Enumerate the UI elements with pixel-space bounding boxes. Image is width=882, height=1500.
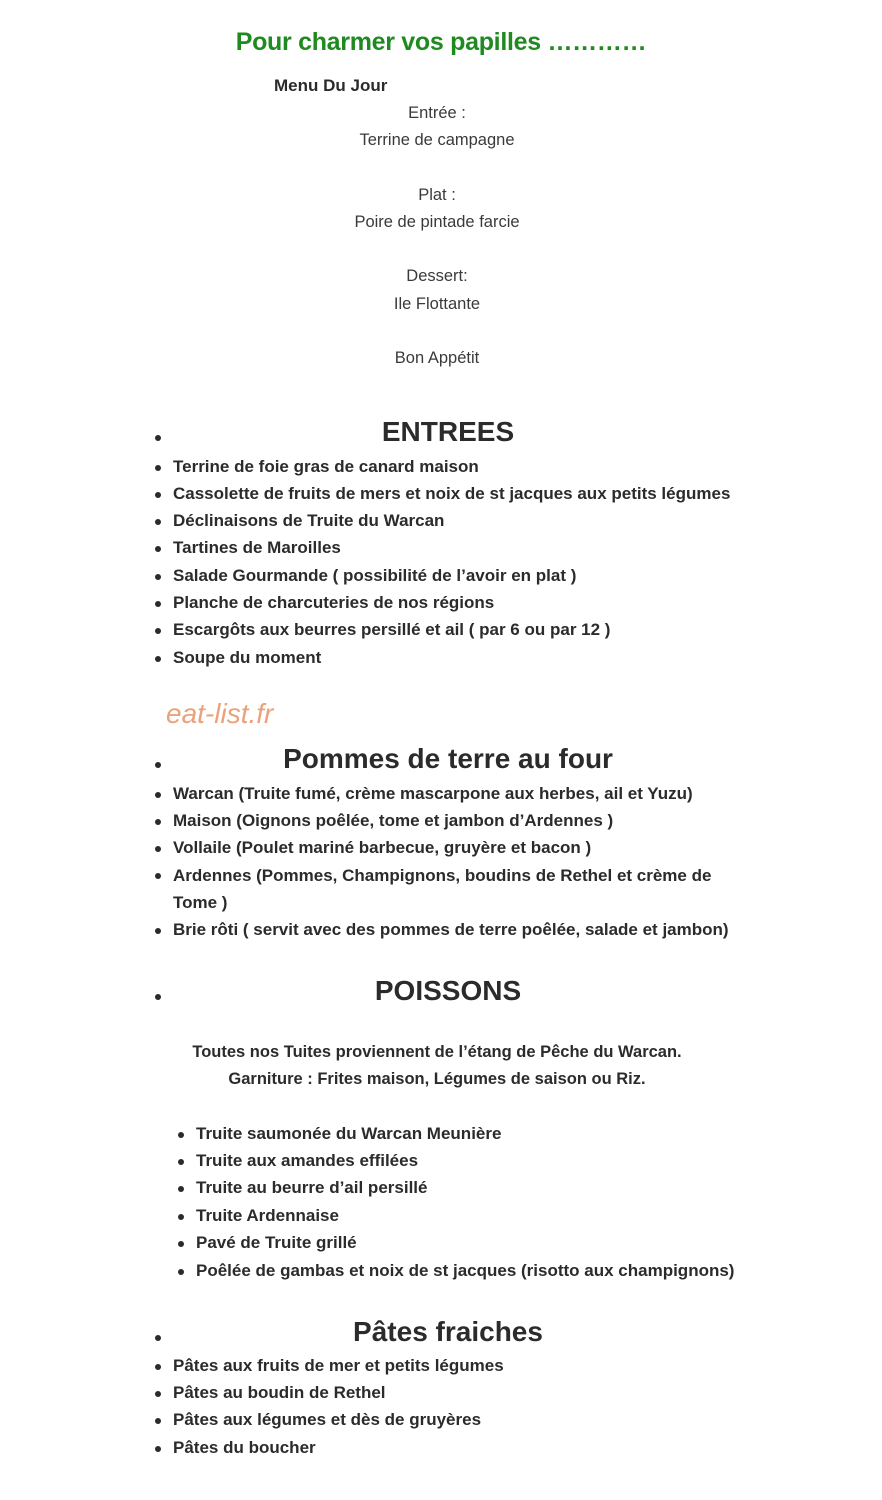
poissons-note-garniture: Garniture : Frites maison, Légumes de saison ou Riz. [228,1070,646,1088]
list-bullet [155,1446,161,1452]
list-bullet [155,519,161,525]
list-bullet [155,546,161,552]
list-bullet [155,873,161,879]
poissons-item: Truite aux amandes effilées [196,1151,419,1170]
pates-item: Pâtes du boucher [173,1438,316,1457]
list-bullet [155,846,161,852]
entree-label: Entrée : [408,104,466,122]
watermark-text: eat-list.fr [166,698,274,729]
poissons-item: Truite au beurre d’ail persillé [196,1178,428,1197]
entrees-item: Tartines de Maroilles [173,538,341,557]
entrees-item: Soupe du moment [173,648,322,667]
pommes-item: Ardennes (Pommes, Champignons, boudins de Rethel et crème de Tome ) [173,866,712,912]
list-bullet [178,1269,184,1275]
pommes-item: Brie rôti ( servit avec des pommes de terre poêlée, salade et jambon) [173,920,729,939]
entrees-item: Escargôts aux beurres persillé et ail ( par 6 ou par 12 ) [173,620,611,639]
list-bullet [155,601,161,607]
poissons-note-origin: Toutes nos Tuites proviennent de l’étang de Pêche du Warcan. [192,1043,682,1061]
menu-du-jour-label: Menu Du Jour [274,76,388,95]
plat-label: Plat : [418,186,456,204]
poissons-item: Poêlée de gambas et noix de st jacques (risotto aux champignons) [196,1261,735,1280]
plat-value: Poire de pintade farcie [354,213,520,231]
dessert-value: Ile Flottante [393,295,481,313]
list-bullet [155,819,161,825]
list-bullet [178,1241,184,1247]
bon-appetit-text: Bon Appétit [394,349,480,367]
entrees-heading: ENTREES [381,416,515,447]
pommes-item: Vollaile (Poulet mariné barbecue, gruyère et bacon ) [173,838,592,857]
entrees-item: Cassolette de fruits de mers et noix de st jacques aux petits légumes [173,484,731,503]
poissons-item: Pavé de Truite grillé [196,1233,357,1252]
poissons-item: Truite Ardennaise [196,1206,339,1225]
entree-value: Terrine de campagne [359,131,515,149]
page-title: Pour charmer vos papilles ………… [235,28,647,56]
list-bullet [155,492,161,498]
list-bullet [155,574,161,580]
list-bullet [155,792,161,798]
list-bullet [155,628,161,634]
pommes-item: Warcan (Truite fumé, crème mascarpone aux herbes, ail et Yuzu) [173,784,693,803]
list-bullet [155,1391,161,1397]
pates-item: Pâtes au boudin de Rethel [173,1383,386,1402]
list-bullet [155,1418,161,1424]
entrees-item: Salade Gourmande ( possibilité de l’avoir en plat ) [173,566,577,585]
list-bullet [178,1159,184,1165]
pates-item: Pâtes aux fruits de mer et petits légumes [173,1356,504,1375]
poissons-item: Truite saumonée du Warcan Meunière [196,1124,502,1143]
pommes-item: Maison (Oignons poêlée, tome et jambon d’Ardennes ) [173,811,614,830]
pommes-heading: Pommes de terre au four [283,743,613,774]
poissons-heading: POISSONS [374,975,522,1006]
list-bullet [178,1214,184,1220]
list-bullet [178,1132,184,1138]
list-bullet [155,465,161,471]
list-bullet [155,1364,161,1370]
list-bullet [155,656,161,662]
dessert-label: Dessert: [406,267,468,285]
entrees-item: Terrine de foie gras de canard maison [173,457,479,476]
pates-item: Pâtes aux légumes et dès de gruyères [173,1410,482,1429]
entrees-item: Déclinaisons de Truite du Warcan [173,511,445,530]
entrees-item: Planche de charcuteries de nos régions [173,593,495,612]
pates-heading: Pâtes fraiches [353,1316,543,1347]
list-bullet [155,928,161,934]
list-bullet [178,1186,184,1192]
